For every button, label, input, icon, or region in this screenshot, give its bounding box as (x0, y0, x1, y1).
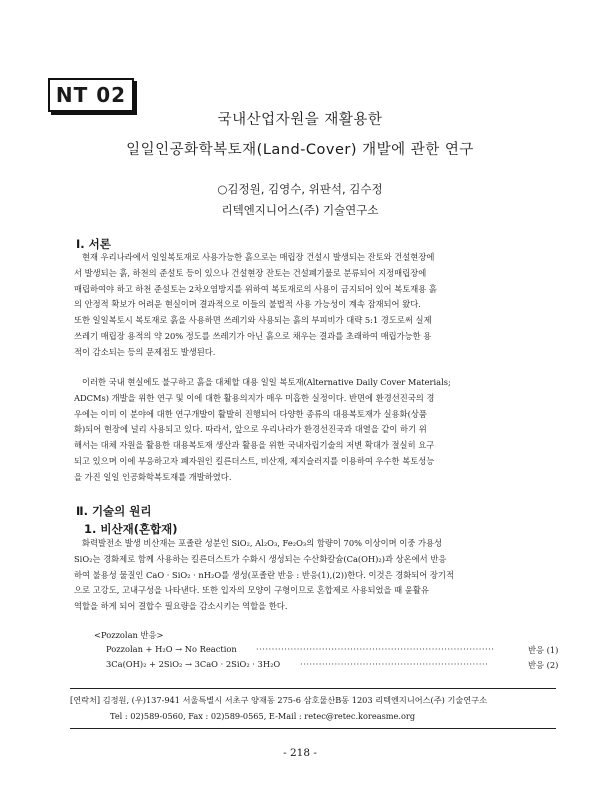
text-line: 쓰레기 매립장 용적의 약 20% 정도를 쓰레기가 아닌 흙으로 채우는 결과를 초래하여 매립가능한 용 (74, 330, 432, 341)
text-line: 해서는 대체 자원을 활용한 대용복토재 생산과 활용을 위한 국내자립기술의 저변 확대가 절실히 요구 (74, 440, 435, 451)
section-1-paragraph-2 (74, 375, 554, 486)
section-1-heading: Ⅰ. 서론 (76, 237, 111, 251)
text-line: 서 발생되는 흙, 하천의 준설토 등이 있으나 건설현장 잔토는 건설폐기물로 분류되어 지정매립장에 (74, 267, 427, 278)
text-line: 의 안정적 확보가 어려운 현실이며 결과적으로 이들의 불법적 사용 가능성이 계속 잠재되어 왔다. (74, 299, 421, 310)
subsection-1-heading: 1. 비산재(혼합재) (84, 522, 178, 536)
text-line: 으로 고강도, 고내구성을 나타낸다. 또한 입자의 모양이 구형이므로 혼합제로 사용되었을 때 윤활유 (74, 585, 429, 596)
title-line-2: 일일인공화학복토재(Land-Cover) 개발에 관한 연구 (126, 142, 474, 158)
text-line: 현재 우리나라에서 일일복토재로 사용가능한 흙으로는 매립장 건설시 발생되는 잔토와 건설현장에 (82, 252, 435, 262)
text-line: 화력발전소 발생 비산재는 포졸란 성분인 SiO₂, Al₂O₃, Fe₂O₃의 함량이 70% 이상이며 이중 가용성 (82, 538, 443, 548)
affiliation: 리텍엔지니어스(주) 기술연구소 (221, 203, 379, 217)
text-line: 우에는 이미 이 분야에 대한 연구개발이 활발히 진행되어 다양한 종류의 대용복토재가 실용화(상품 (74, 408, 427, 419)
authors: ○김정원, 김영수, 위판석, 김수정 (217, 182, 383, 196)
reaction-2-leader-dots: ···························································· (300, 659, 489, 669)
reaction-1-tag: 반응 (1) (528, 645, 559, 655)
section-2-heading: Ⅱ. 기술의 원리 (76, 504, 152, 518)
text-line: 을 가진 일일 인공화학복토재를 개발하였다. (74, 471, 232, 482)
pozzolan-reaction-label: <Pozzolan 반응> (94, 630, 164, 640)
reaction-2-equation: 3Ca(OH)₂ + 2SiO₂ → 3CaO · 2SiO₂ · 3H₂O (106, 659, 281, 669)
contact-top-rule (70, 688, 556, 689)
contact-line-1: [연락처] 김정원, (우)137-941 서울특별시 서초구 양재동 275-6 삼호물산B동 1203 리텍엔지니어스(주) 기술연구소 (70, 695, 488, 705)
text-line: 하여 불용성 물질인 CaO · SiO₂ · nH₂O를 생성(포졸란 반응 : 반응(1),(2))한다. 이것은 경화되어 장기적 (74, 569, 454, 580)
text-line: 역할을 하게 되어 결합수 필요량을 감소시키는 역할을 한다. (74, 601, 288, 612)
text-line: 적이 감소되는 등의 문제점도 발생된다. (74, 346, 216, 357)
text-line: 매립하여야 하고 하천 준설토는 2차오염방지를 위하여 복토재로의 사용이 금지되어 있어 복토재용 흙 (74, 283, 437, 294)
reaction-2-tag: 반응 (2) (528, 660, 559, 670)
page-number: - 218 - (283, 747, 317, 759)
text-line: 이러한 국내 현실에도 불구하고 흙을 대체할 대용 일일 복토재(Alternative Daily Cover Materials; (82, 377, 451, 387)
contact-line-2: Tel : 02)589-0560, Fax : 02)589-0565, E-Mail : retec@retec.koreasme.org (110, 711, 416, 721)
contact-bottom-rule (70, 728, 556, 729)
text-line: 되고 있으며 이에 부응하고자 폐자원인 킬른더스트, 비산재, 제지슬러지를 이용하여 우수한 복토성능 (74, 455, 435, 466)
title-line-1: 국내산업자원을 재활용한 (217, 112, 383, 128)
text-line: 화)되어 현장에 널리 사용되고 있다. 따라서, 앞으로 우리나라가 환경선진국과 대열을 같이 하기 위 (74, 424, 427, 435)
paper-code-tag: NT 02 (48, 78, 134, 112)
section-1-paragraph-1 (74, 250, 554, 361)
text-line: ADCMs) 개발을 위한 연구 및 이에 대한 활용의지가 매우 미흡한 실정이다. 반면에 환경선진국의 경 (74, 392, 435, 403)
section-2-paragraph-1 (74, 536, 554, 615)
reaction-1-equation: Pozzolan + H₂O → No Reaction (106, 644, 237, 654)
reaction-1-leader-dots: ············································································ (256, 644, 495, 654)
text-line: SiO₂는 경화제로 함께 사용하는 킬른더스트가 수화시 생성되는 수산화칼슘(Ca(OH)₂)과 상온에서 반응 (74, 553, 447, 564)
text-line: 또한 일일복토시 복토재로 흙을 사용하면 쓰레기와 사용되는 흙의 부피비가 대략 5:1 경도로써 실제 (74, 315, 432, 326)
